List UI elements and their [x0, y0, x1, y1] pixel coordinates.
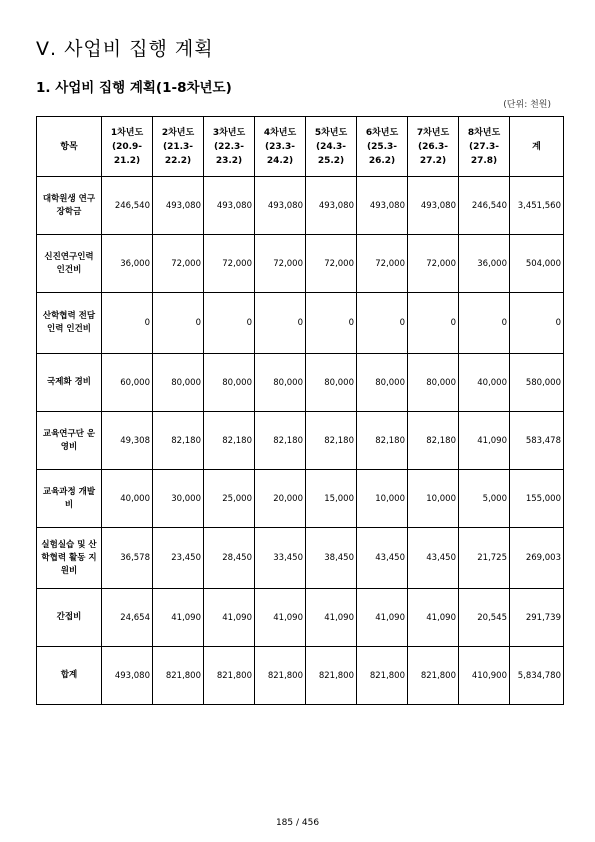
table-cell: 72,000	[306, 235, 357, 293]
table-cell: 23,450	[153, 528, 204, 589]
table-cell: 493,080	[408, 177, 459, 235]
page-number: 185 / 456	[275, 818, 320, 828]
table-cell: 82,180	[306, 412, 357, 470]
row-label: 실험실습 및 산학협력 활동 지원비	[37, 528, 102, 589]
table-cell: 49,308	[102, 412, 153, 470]
table-cell: 821,800	[255, 647, 306, 705]
column-header: 항목	[37, 117, 102, 177]
table-cell: 0	[204, 293, 255, 354]
table-cell: 80,000	[153, 354, 204, 412]
budget-table	[36, 116, 564, 705]
table-cell: 36,000	[102, 235, 153, 293]
table-cell: 493,080	[153, 177, 204, 235]
table-cell: 41,090	[357, 589, 408, 647]
column-header: 7차년도 (26.3-27.2)	[408, 117, 459, 177]
table-cell: 28,450	[204, 528, 255, 589]
table-cell: 410,900	[459, 647, 510, 705]
row-label: 교육과정 개발비	[37, 470, 102, 528]
table-cell: 0	[306, 293, 357, 354]
table-cell: 41,090	[459, 412, 510, 470]
unit-note: (단위: 천원)	[503, 100, 551, 110]
table-cell: 246,540	[102, 177, 153, 235]
table-cell: 246,540	[459, 177, 510, 235]
table-cell: 82,180	[153, 412, 204, 470]
table-cell: 269,003	[510, 528, 564, 589]
table-cell: 43,450	[357, 528, 408, 589]
table-cell: 82,180	[255, 412, 306, 470]
table-cell: 41,090	[204, 589, 255, 647]
table-cell: 821,800	[204, 647, 255, 705]
table-cell: 72,000	[357, 235, 408, 293]
subsection-heading: 1. 사업비 집행 계획(1-8차년도)	[36, 80, 232, 96]
table-cell: 0	[459, 293, 510, 354]
column-header: 5차년도 (24.3-25.2)	[306, 117, 357, 177]
table-cell: 82,180	[357, 412, 408, 470]
table-cell: 0	[102, 293, 153, 354]
table-cell: 80,000	[255, 354, 306, 412]
table-cell: 493,080	[102, 647, 153, 705]
table-cell: 580,000	[510, 354, 564, 412]
table-row	[37, 470, 564, 528]
table-cell: 0	[255, 293, 306, 354]
table-cell: 33,450	[255, 528, 306, 589]
table-cell: 25,000	[204, 470, 255, 528]
table-row	[37, 412, 564, 470]
table-cell: 43,450	[408, 528, 459, 589]
table-cell: 493,080	[204, 177, 255, 235]
column-header: 계	[510, 117, 564, 177]
table-cell: 5,000	[459, 470, 510, 528]
table-cell: 72,000	[153, 235, 204, 293]
table-cell: 80,000	[357, 354, 408, 412]
table-cell: 30,000	[153, 470, 204, 528]
table-cell: 493,080	[306, 177, 357, 235]
table-cell: 24,654	[102, 589, 153, 647]
table-cell: 493,080	[357, 177, 408, 235]
table-cell: 3,451,560	[510, 177, 564, 235]
table-cell: 493,080	[255, 177, 306, 235]
table-cell: 821,800	[408, 647, 459, 705]
table-cell: 72,000	[255, 235, 306, 293]
table-cell: 583,478	[510, 412, 564, 470]
table-cell: 82,180	[408, 412, 459, 470]
row-label: 신진연구인력 인건비	[37, 235, 102, 293]
table-cell: 821,800	[357, 647, 408, 705]
table-cell: 82,180	[204, 412, 255, 470]
table-cell: 0	[408, 293, 459, 354]
row-label: 교육연구단 운영비	[37, 412, 102, 470]
table-cell: 10,000	[408, 470, 459, 528]
table-row	[37, 589, 564, 647]
column-header: 8차년도 (27.3-27.8)	[459, 117, 510, 177]
table-cell: 0	[153, 293, 204, 354]
table-cell: 10,000	[357, 470, 408, 528]
row-label: 산학협력 전담인력 인건비	[37, 293, 102, 354]
table-cell: 0	[510, 293, 564, 354]
table-cell: 155,000	[510, 470, 564, 528]
row-label: 대학원생 연구장학금	[37, 177, 102, 235]
section-heading: Ⅴ. 사업비 집행 계획	[36, 38, 214, 60]
table-cell: 40,000	[102, 470, 153, 528]
table-row	[37, 647, 564, 705]
table-cell: 821,800	[153, 647, 204, 705]
column-header: 3차년도 (22.3-23.2)	[204, 117, 255, 177]
table-row	[37, 235, 564, 293]
table-cell: 40,000	[459, 354, 510, 412]
table-cell: 21,725	[459, 528, 510, 589]
column-header: 1차년도 (20.9-21.2)	[102, 117, 153, 177]
table-cell: 5,834,780	[510, 647, 564, 705]
table-row	[37, 528, 564, 589]
column-header: 4차년도 (23.3-24.2)	[255, 117, 306, 177]
row-label: 합계	[37, 647, 102, 705]
table-cell: 72,000	[204, 235, 255, 293]
table-cell: 72,000	[408, 235, 459, 293]
table-cell: 80,000	[204, 354, 255, 412]
table-header-row	[37, 117, 564, 177]
table-cell: 20,000	[255, 470, 306, 528]
table-cell: 504,000	[510, 235, 564, 293]
column-header: 2차년도 (21.3-22.2)	[153, 117, 204, 177]
table-cell: 41,090	[408, 589, 459, 647]
table-cell: 20,545	[459, 589, 510, 647]
row-label: 간접비	[37, 589, 102, 647]
table-row	[37, 354, 564, 412]
table-cell: 41,090	[306, 589, 357, 647]
table-cell: 15,000	[306, 470, 357, 528]
table-cell: 41,090	[255, 589, 306, 647]
column-header: 6차년도 (25.3-26.2)	[357, 117, 408, 177]
table-cell: 291,739	[510, 589, 564, 647]
table-cell: 80,000	[306, 354, 357, 412]
table-cell: 80,000	[408, 354, 459, 412]
table-cell: 60,000	[102, 354, 153, 412]
table-cell: 0	[357, 293, 408, 354]
table-row	[37, 293, 564, 354]
table-cell: 41,090	[153, 589, 204, 647]
table-cell: 38,450	[306, 528, 357, 589]
table-cell: 36,578	[102, 528, 153, 589]
table-cell: 821,800	[306, 647, 357, 705]
row-label: 국제화 경비	[37, 354, 102, 412]
table-row	[37, 177, 564, 235]
table-cell: 36,000	[459, 235, 510, 293]
